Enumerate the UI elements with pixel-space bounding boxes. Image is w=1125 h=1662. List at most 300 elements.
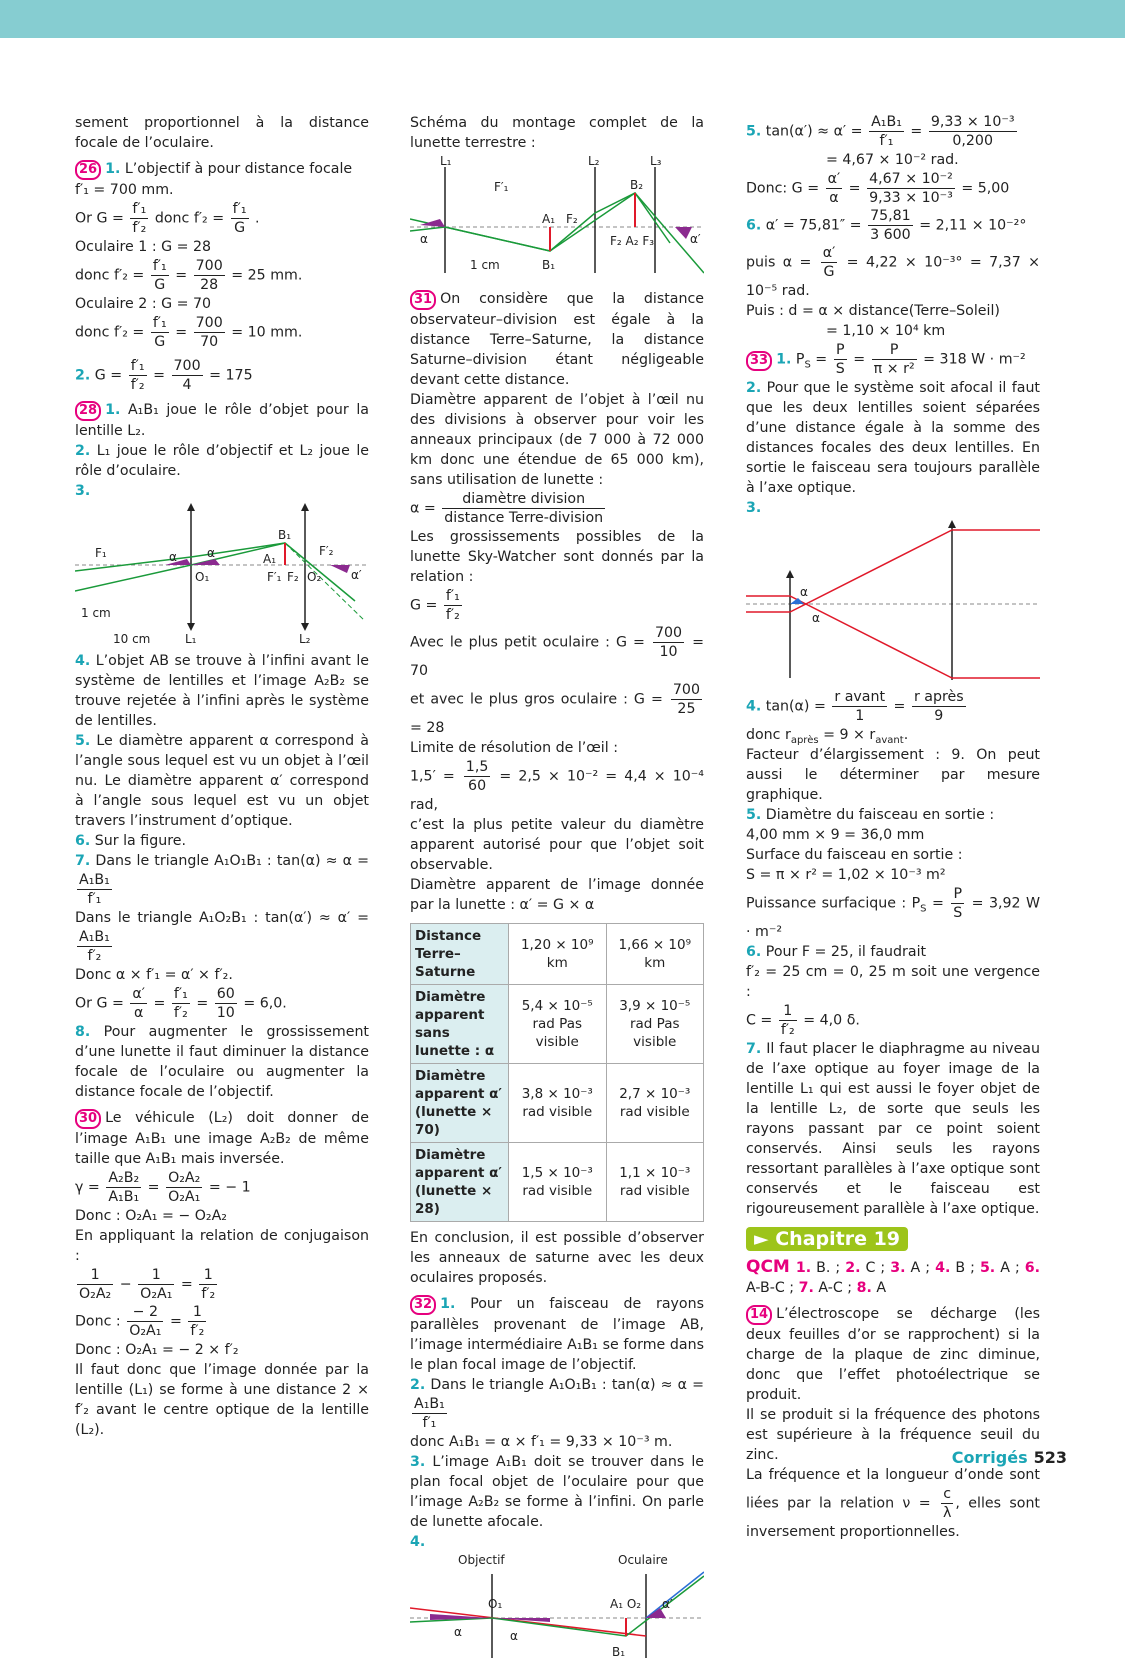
fraction <box>869 113 904 150</box>
exercise-number-badge: 26 <box>75 160 101 180</box>
denominator: f′₁ <box>87 891 102 907</box>
text-run: donc r <box>746 727 791 743</box>
section-label: Corrigés <box>951 1448 1028 1467</box>
diagram-label: F′₁ <box>267 570 282 584</box>
diagram-label: F₂ <box>287 570 299 584</box>
diagram-label: F₁ <box>95 546 107 560</box>
fraction <box>464 758 491 795</box>
paragraph <box>410 1432 704 1452</box>
paragraph <box>746 207 1040 244</box>
paragraph <box>75 113 369 153</box>
diagram-label: A₁ O₂ <box>610 1597 642 1611</box>
paragraph <box>410 624 704 681</box>
diagram-label: L₂ <box>299 632 311 646</box>
text-run: Donc : O₂A₁ = − 2 × f′₂ <box>75 1342 239 1358</box>
denominator: G <box>154 334 166 350</box>
numerator: f′₁ <box>173 986 188 1002</box>
text-run: Pour que le système soit afocal il faut que les deux lentilles soient séparées d’une distance égale à la somme des distances focales des deux lentilles. En sortie le faisceau sera toujours parallèle à l’axe optique. <box>746 380 1040 496</box>
text-run: En appliquant la relation de conjugaison : <box>75 1228 369 1264</box>
denominator: α <box>134 1005 144 1021</box>
text-run: La fréquence et la longueur d’onde sont liées par la relation ν = <box>746 1467 1040 1512</box>
paragraph <box>410 681 704 738</box>
diagram-label: α <box>169 550 177 564</box>
fraction <box>199 1266 217 1303</box>
text-run: Oculaire 2 : G = 70 <box>75 296 212 312</box>
text-run: 1,5′ = <box>410 768 462 785</box>
numerator: O₂A₂ <box>168 1170 201 1186</box>
diagram-label: O₂ <box>307 570 322 584</box>
diagram-label: α′ <box>351 568 362 582</box>
fraction <box>671 681 702 718</box>
diagram-label: 10 cm <box>113 632 151 646</box>
question-number: 4. <box>746 698 762 715</box>
fraction <box>194 314 225 351</box>
denominator: α <box>829 190 839 206</box>
question-number: 1. <box>105 402 121 418</box>
text-run: Donc α × f′₁ = α′ × f′₂. <box>75 967 233 983</box>
numerator: 75,81 <box>870 208 911 224</box>
text-run: S = π × r² = 1,02 × 10⁻³ m² <box>746 867 946 883</box>
text-run: − <box>115 1276 137 1293</box>
paragraph <box>746 1257 1040 1298</box>
diagram-label: F′₁ <box>494 180 509 194</box>
text-run: Diamètre apparent de l’image donnée par la lunette : α′ = G × α <box>410 877 704 913</box>
qcm-item-number: 3. <box>890 1260 906 1276</box>
paragraph <box>746 865 1040 885</box>
text-run: Or G = <box>75 995 129 1012</box>
fraction <box>127 1303 163 1340</box>
paragraph <box>75 159 369 180</box>
numerator: 1 <box>199 1266 217 1285</box>
fraction <box>821 244 838 281</box>
diagram-label: α <box>800 585 808 599</box>
text-run: G = <box>90 367 127 384</box>
question-number: 2. <box>75 367 91 384</box>
text-run: = 2,5 × 10⁻² = 4,4 × 10⁻⁴ rad, <box>410 768 704 813</box>
paragraph <box>410 738 704 758</box>
question-number: 1. <box>105 161 121 177</box>
numerator: α′ <box>827 171 841 187</box>
page-number: 523 <box>1033 1448 1067 1467</box>
paragraph <box>746 962 1040 1002</box>
exercise-number-badge: 31 <box>410 290 436 310</box>
fraction <box>412 1395 447 1432</box>
numerator: A₁B₁ <box>871 114 902 130</box>
row-header: Diamètre apparent sans lunette : α <box>411 985 509 1064</box>
qcm-item-number: 5. <box>979 1260 996 1276</box>
diagram-label: L₁ <box>185 632 197 646</box>
diagram-label: F₂ A₂ F₃ <box>610 234 655 248</box>
denominator: 28 <box>200 277 219 293</box>
paragraph <box>410 1532 704 1552</box>
numerator: 700 <box>173 358 201 374</box>
text-run: Pour augmenter le grossissement d’une lunette il faut diminuer la distance focale de l’oculaire ou augmenter la distance focale de l’objectif. <box>75 1024 369 1100</box>
fraction <box>151 314 169 351</box>
fraction <box>138 1266 174 1303</box>
paragraph <box>410 1228 704 1288</box>
diagram-label: F′₂ <box>319 544 334 558</box>
question-number: 4. <box>75 653 91 669</box>
paragraph <box>75 481 369 501</box>
denominator: f′₂ <box>780 1022 795 1038</box>
fraction <box>166 1169 202 1206</box>
denominator: f′₁ <box>422 1415 437 1431</box>
text-run: C ; <box>860 1260 891 1276</box>
paragraph <box>75 200 369 237</box>
numerator: 700 <box>195 258 223 274</box>
diagram-label: A₁ <box>542 212 556 226</box>
paragraph <box>75 1266 369 1303</box>
diagram-label: A₁ <box>263 552 277 566</box>
text-run: Pour un faisceau de rayons parallèles provenant de l’image AB, l’image intermédiaire A₁B₁ se forme dans le plan focal image de l’objectif. <box>410 1296 704 1373</box>
text-run: Oculaire 1 : G = 28 <box>75 239 212 255</box>
diagram-label: Oculaire <box>618 1553 668 1567</box>
paragraph <box>75 257 369 294</box>
diagram-label: 1 cm <box>470 258 500 272</box>
paragraph <box>746 170 1040 207</box>
denominator: distance Terre-division <box>444 510 604 526</box>
table-cell: 3,9 × 10⁻⁵ rad Pas visible <box>606 985 704 1064</box>
text-run: P <box>791 351 805 368</box>
diagram-label: α <box>510 1629 518 1643</box>
top-banner <box>0 0 1125 38</box>
paragraph <box>746 825 1040 845</box>
numerator: 4,67 × 10⁻² <box>869 171 953 187</box>
denominator: 70 <box>200 334 219 350</box>
denominator: f′₁ <box>879 133 894 149</box>
fraction <box>444 587 462 624</box>
denominator: λ <box>942 1505 952 1521</box>
diagram-label: Objectif <box>458 1553 505 1567</box>
text-run: = 1,10 × 10⁴ km <box>826 323 946 339</box>
paragraph <box>746 301 1040 321</box>
numerator: f′₁ <box>445 588 460 604</box>
diagram-label: α′ <box>662 1597 673 1611</box>
paragraph <box>75 1360 369 1440</box>
paragraph <box>410 490 704 527</box>
denominator: G <box>823 264 835 280</box>
question-number: 6. <box>75 833 91 849</box>
paragraph <box>410 875 704 915</box>
table-cell: 1,20 × 10⁹ km <box>509 924 607 985</box>
diagram-label: α <box>812 611 820 625</box>
denominator: 25 <box>677 701 696 717</box>
text-run: = 4,67 × 10⁻² rad. <box>826 152 959 168</box>
paragraph <box>746 1304 1040 1405</box>
denominator: G <box>154 277 166 293</box>
paragraph <box>746 341 1040 378</box>
text-run: f′₂ = 25 cm = 0, 25 m soit une vergence : <box>746 964 1040 1000</box>
text-run: Donc: G = <box>746 180 824 197</box>
table-cell: 1,5 × 10⁻³ rad visible <box>509 1143 607 1222</box>
numerator: r avant <box>834 689 886 705</box>
text-run: = 25 mm. <box>226 267 303 284</box>
text-run: . <box>250 210 260 227</box>
denominator: f′₂ <box>173 1005 188 1021</box>
paragraph <box>75 400 369 441</box>
denominator: f′₂ <box>87 948 102 964</box>
paragraph <box>75 357 369 394</box>
paragraph <box>410 1375 704 1432</box>
denominator: O₂A₁ <box>140 1286 173 1302</box>
text-run: = <box>926 895 950 912</box>
text-run: = 318 W · m⁻² <box>918 351 1026 368</box>
numerator: P <box>872 341 917 360</box>
diagram-label: B₁ <box>612 1645 626 1659</box>
paragraph <box>75 965 369 985</box>
denominator: 0,200 <box>952 133 993 149</box>
denominator: 9,33 × 10⁻³ <box>869 190 953 206</box>
text-run: = 6,0. <box>238 995 287 1012</box>
fraction <box>77 1266 113 1303</box>
paragraph <box>75 294 369 314</box>
text-run: = 28 <box>410 720 445 736</box>
numerator: A₁B₁ <box>79 872 110 888</box>
paragraph <box>75 1108 369 1169</box>
paragraph <box>746 745 1040 805</box>
qcm-item-number: 4. <box>935 1260 951 1276</box>
text-run: Dans le triangle A₁O₁B₁ : tan(α) ≈ α = <box>425 1377 704 1393</box>
text-run: Avec le plus petit oculaire : G = <box>410 634 651 651</box>
text-run: = <box>149 995 170 1012</box>
numerator: 1 <box>77 1266 113 1285</box>
diagram-lunette-terrestre <box>410 153 704 283</box>
text-run: = <box>844 180 866 197</box>
diagram-label: α <box>420 232 428 246</box>
question-number: 6. <box>746 217 762 234</box>
numerator: P <box>951 885 964 904</box>
paragraph <box>746 113 1040 150</box>
text-run: α′ = 75,81″ = <box>761 217 867 234</box>
table-cell: 5,4 × 10⁻⁵ rad Pas visible <box>509 985 607 1064</box>
denominator: f′₂ <box>130 377 145 393</box>
text-run: Donc : <box>75 1313 126 1330</box>
denominator: O₂A₁ <box>168 1189 201 1205</box>
text-run: tan(α′) ≈ α′ = <box>761 123 868 140</box>
text-run: = 4,22 × 10⁻³° = 7,37 × 10⁻⁵ rad. <box>746 254 1040 299</box>
paragraph <box>746 688 1040 725</box>
denominator: S <box>835 361 845 377</box>
column-right <box>746 113 1040 1542</box>
paragraph <box>75 314 369 351</box>
diagram-label: L₁ <box>440 154 452 168</box>
text-run: L’objet AB se trouve à l’infini avant le système de lentilles et l’image A₂B₂ se trouve rejetée à l’infini après le système de lentilles. <box>75 653 369 729</box>
fraction <box>872 341 917 378</box>
numerator: 60 <box>216 986 235 1002</box>
paragraph <box>746 845 1040 865</box>
text-run: Puis : d = α × distance(Terre–Soleil) <box>746 303 1000 319</box>
diagram-elargisseur-faisceau <box>746 518 1040 688</box>
paragraph <box>75 237 369 257</box>
fraction <box>779 1002 797 1039</box>
text-run: f′₁ = 700 mm. <box>75 182 174 198</box>
numerator: 1 <box>188 1303 206 1322</box>
text-run: = 2,11 × 10⁻²° <box>914 217 1027 234</box>
column-middle <box>410 113 704 1662</box>
text-run: = <box>170 324 192 341</box>
chapter-heading: ► Chapitre 19 <box>746 1227 908 1251</box>
numerator: A₁B₁ <box>79 929 110 945</box>
question-number: 2. <box>75 443 91 459</box>
numerator: 700 <box>654 625 683 641</box>
text-run: = <box>148 367 170 384</box>
text-run: Limite de résolution de l’œil : <box>410 740 618 756</box>
text-run: L’électroscope se décharge (les deux feuilles d’or se rapprochent) si la charge de la plaque de zinc diminue, donc que l’effet photoélectrique se produit. <box>746 1306 1040 1403</box>
table-row <box>411 1064 704 1143</box>
denominator: O₂A₂ <box>79 1286 112 1302</box>
paragraph <box>410 1452 704 1532</box>
numerator: α′ <box>132 986 145 1002</box>
paragraph <box>75 985 369 1022</box>
text-run: B ; <box>950 1260 980 1276</box>
numerator: f′₁ <box>132 201 147 217</box>
fraction <box>834 341 847 378</box>
table-row <box>411 924 704 985</box>
text-run: Donc : O₂A₁ = − O₂A₂ <box>75 1208 227 1224</box>
fraction <box>130 200 148 237</box>
numerator: A₁B₁ <box>414 1396 445 1412</box>
diagram-label: 1 cm <box>81 606 111 620</box>
text-run: C = <box>746 1012 777 1029</box>
text-run: donc f′₂ = <box>75 324 149 341</box>
qcm-item-number: 6. <box>1024 1260 1041 1276</box>
text-run: = <box>191 995 213 1012</box>
denominator: 3 600 <box>870 227 911 243</box>
paragraph <box>410 1294 704 1375</box>
fraction <box>231 200 249 237</box>
numerator: f′₁ <box>232 201 247 217</box>
fraction <box>77 871 112 908</box>
text-run: Facteur d’élargissement : 9. On peut aussi le déterminer par mesure graphique. <box>746 747 1040 803</box>
denominator: A₁B₁ <box>108 1189 140 1205</box>
text-run: = <box>810 351 832 368</box>
text-run: Schéma du montage complet de la lunette terrestre : <box>410 115 704 151</box>
table-row <box>411 985 704 1064</box>
numerator: 700 <box>195 315 223 331</box>
text-run: et avec le plus gros oculaire : G = <box>410 691 669 708</box>
paragraph <box>410 289 704 390</box>
text-run: = <box>170 267 192 284</box>
text-run: = − 1 <box>204 1179 251 1196</box>
qcm-label: QCM <box>746 1257 790 1277</box>
text-run: = 9 × r <box>818 727 876 743</box>
text-run: = <box>143 1179 165 1196</box>
text-run: A ; <box>995 1260 1025 1276</box>
results-table <box>410 923 704 1222</box>
text-run: Il faut placer le diaphragme au niveau de l’axe optique au foyer image de la lentille L₁ qui est aussi le foyer objet de la lentille L₂, de sorte que seuls les rayons passant par ce point soient conservés. Ainsi seuls les rayons ressortant parallèles à l’axe optique sont conservés et le faisceau est rigoureusement parallèle à l’axe optique. <box>746 1041 1040 1217</box>
fraction <box>215 985 237 1022</box>
paragraph <box>746 244 1040 301</box>
text-run: = 5,00 <box>956 180 1010 197</box>
fraction <box>106 1169 141 1206</box>
paragraph <box>746 378 1040 498</box>
fraction <box>867 170 955 207</box>
subscript: S <box>804 359 811 371</box>
diagram-label: B₁ <box>278 528 292 542</box>
denominator: 4 <box>182 377 192 393</box>
diagram-label: α <box>454 1625 462 1639</box>
numerator: A₂B₂ <box>108 1170 140 1186</box>
paragraph <box>746 498 1040 518</box>
question-number: 8. <box>75 1024 91 1040</box>
text-run: sement proportionnel à la distance focale de l’oculaire. <box>75 115 369 151</box>
fraction <box>129 357 147 394</box>
paragraph <box>746 1002 1040 1039</box>
question-number: 5. <box>75 733 91 749</box>
text-run: Il se produit si la fréquence des photons est supérieure à la fréquence seuil du zinc. <box>746 1407 1040 1463</box>
fraction <box>130 985 147 1022</box>
question-number: 6. <box>746 944 762 960</box>
text-run: = 175 <box>204 367 253 384</box>
diagram-label: O₁ <box>195 570 210 584</box>
question-number: 1. <box>440 1296 456 1312</box>
denominator: 1 <box>855 708 865 724</box>
text-run: tan(α) = <box>761 698 831 715</box>
fraction <box>77 928 112 965</box>
paragraph <box>410 815 704 875</box>
qcm-item-number: 1. <box>795 1260 812 1276</box>
denominator: π × r² <box>873 361 915 377</box>
paragraph <box>75 1340 369 1360</box>
text-run: En conclusion, il est possible d’observer les anneaux de saturne avec les deux oculaires proposés. <box>410 1230 704 1286</box>
numerator: f′₁ <box>152 315 167 331</box>
text-run: L’objectif à pour distance focale <box>120 161 353 177</box>
numerator: r après <box>913 689 964 705</box>
text-run: . <box>903 727 909 743</box>
denominator: 60 <box>468 778 487 794</box>
question-number: 5. <box>746 123 762 140</box>
question-number: 4. <box>410 1534 426 1550</box>
exercise-number-badge: 32 <box>410 1295 436 1315</box>
text-run: G = <box>410 597 442 614</box>
paragraph <box>75 731 369 831</box>
denominator: G <box>234 220 246 236</box>
text-run: A-B-C ; <box>746 1280 799 1296</box>
fraction <box>151 257 169 294</box>
paragraph <box>410 758 704 815</box>
paragraph <box>746 942 1040 962</box>
paragraph <box>746 321 1040 341</box>
qcm-item-number: 2. <box>845 1260 861 1276</box>
numerator: diamètre division <box>442 490 605 509</box>
question-number: 3. <box>410 1454 426 1470</box>
numerator: − 2 <box>127 1303 163 1322</box>
question-number: 7. <box>746 1041 762 1057</box>
table-cell: 1,66 × 10⁹ km <box>606 924 704 985</box>
denominator: 10 <box>216 1005 235 1021</box>
text-run: c’est la plus petite valeur du diamètre apparent autorisé pour que l’objet soit observable. <box>410 817 704 873</box>
text-run: = 70 <box>410 634 704 679</box>
text-run: Dans le triangle A₁O₂B₁ : tan(α′) ≈ α′ = <box>75 910 369 926</box>
diagram-lunette-afocale <box>410 1552 704 1662</box>
paragraph <box>746 885 1040 942</box>
question-number: 2. <box>746 380 762 396</box>
text-run: α = <box>410 500 441 517</box>
text-run: L’image A₁B₁ doit se trouver dans le plan focal objet de l’oculaire pour que l’image A₂B₂ se forme à l’infini. On parle de lunette afocale. <box>410 1454 704 1530</box>
numerator: 1 <box>138 1266 174 1285</box>
denominator: f′₂ <box>132 220 147 236</box>
diagram-label: α <box>207 546 215 560</box>
paragraph <box>410 113 704 153</box>
denominator: 9 <box>934 708 944 724</box>
numerator: α′ <box>822 245 836 261</box>
diagram-label: L₂ <box>588 154 600 168</box>
fraction <box>868 207 913 244</box>
text-run: L₁ joue le rôle d’objectif et L₂ joue le rôle d’oculaire. <box>75 443 369 479</box>
denominator: 10 <box>659 644 678 660</box>
exercise-number-badge: 28 <box>75 401 101 421</box>
denominator: O₂A₁ <box>129 1323 162 1339</box>
